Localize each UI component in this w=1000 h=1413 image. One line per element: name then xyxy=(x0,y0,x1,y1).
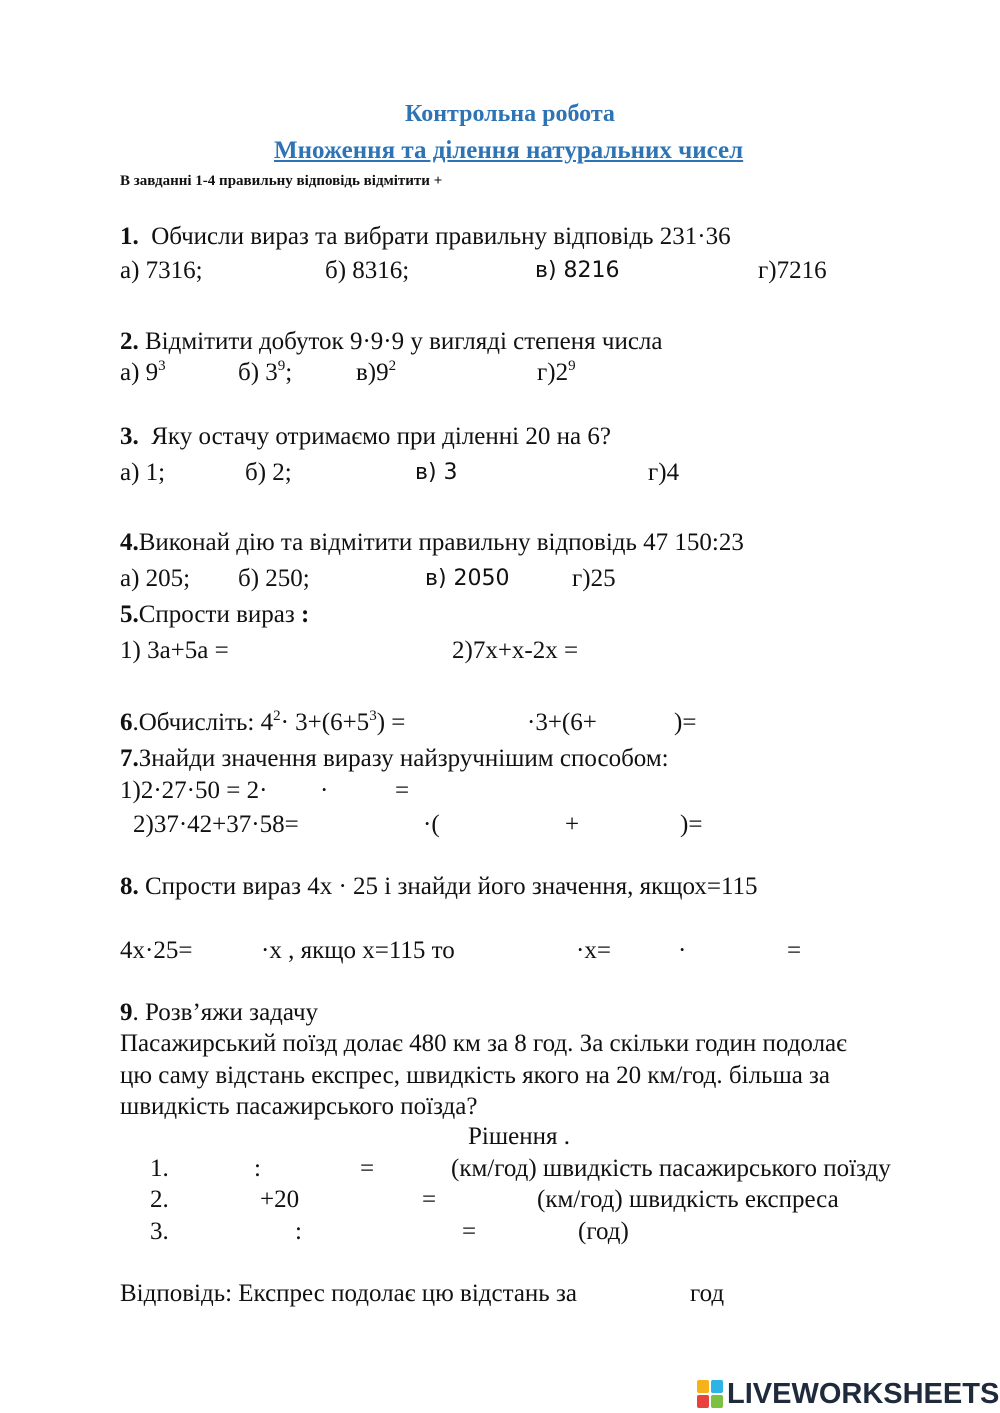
page-title: Контрольна робота xyxy=(405,101,615,127)
q3-option-a[interactable]: а) 1; xyxy=(120,459,166,486)
question-7-number: 7. xyxy=(120,745,139,772)
q9-step-2-op: +20 xyxy=(260,1186,300,1213)
q9-problem-line-2: цю саму відстань експрес, швидкість якого на 20 км/год. більша за xyxy=(120,1062,831,1089)
question-9-number: 9 xyxy=(120,999,133,1026)
question-3-text: Яку остачу отримаємо при діленні 20 на 6? xyxy=(151,423,611,450)
q4-option-c[interactable]: в) 2050 xyxy=(425,566,510,591)
q7-line2-b: ·( xyxy=(423,811,440,838)
q2-option-d[interactable] xyxy=(537,358,576,388)
question-4-number: 4. xyxy=(120,529,139,556)
question-9 xyxy=(120,998,318,1028)
q9-step-1-num: 1. xyxy=(150,1155,169,1182)
question-6-number: 6 xyxy=(120,709,133,736)
q1-option-c[interactable]: в) 8216 xyxy=(535,258,620,283)
question-5-colon: : xyxy=(300,601,310,628)
q6-text-a: .Обчисліть: 4 xyxy=(132,709,274,736)
q6-exponent-a: 2 xyxy=(273,708,281,724)
q9-step-3-op: : xyxy=(295,1218,302,1245)
q9-step-3-num: 3. xyxy=(150,1218,169,1245)
q1-option-a[interactable]: а) 7316; xyxy=(120,257,203,284)
q2-option-c-exponent: 2 xyxy=(388,358,397,374)
question-1-text: Обчисли вираз та вибрати правильну відповідь 231·36 xyxy=(151,223,731,250)
q2-option-b-suffix: ; xyxy=(285,359,293,386)
q2-option-b-exponent: 9 xyxy=(277,358,286,374)
question-3-number: 3. xyxy=(120,423,139,450)
q2-option-d-exponent: 9 xyxy=(568,358,576,374)
q7-line1-c: = xyxy=(395,777,410,804)
q9-problem-line-3: швидкість пасажирського поїзда? xyxy=(120,1093,478,1120)
question-5-number: 5. xyxy=(120,601,139,628)
q6-text-b: · 3+(6+5 xyxy=(280,709,370,736)
q4-option-d[interactable]: г)25 xyxy=(572,565,616,592)
q6-text-e: )= xyxy=(674,709,697,736)
q3-option-d[interactable]: г)4 xyxy=(648,459,680,486)
q8-part-a: 4х·25= xyxy=(120,937,193,964)
question-1-number: 1. xyxy=(120,223,139,250)
q9-step-1-op: : xyxy=(254,1155,261,1182)
question-5-text: Спрости вираз xyxy=(138,601,301,628)
q9-step-3-desc: (год) xyxy=(578,1218,629,1245)
q5-expression-1: 1) 3а+5а = xyxy=(120,637,229,664)
liveworksheets-logo[interactable] xyxy=(697,1376,999,1412)
question-9-title: . Розв’яжи задачу xyxy=(132,999,319,1026)
question-2 xyxy=(120,327,663,357)
q2-option-b-base: б) 3 xyxy=(238,359,278,386)
liveworksheets-logo-icon xyxy=(697,1380,723,1408)
q9-step-2-desc: (км/год) швидкість експреса xyxy=(537,1186,839,1213)
q1-option-d[interactable]: г)7216 xyxy=(758,257,827,284)
q9-answer-unit: год xyxy=(690,1280,725,1307)
question-7 xyxy=(120,744,669,774)
q9-answer: Відповідь: Експрес подолає цю відстань за xyxy=(120,1280,577,1307)
q2-option-b[interactable] xyxy=(238,358,292,388)
q2-option-a-exponent: 3 xyxy=(158,358,166,374)
question-2-number: 2. xyxy=(120,328,139,355)
q3-option-c[interactable]: в) 3 xyxy=(415,460,458,485)
q9-solution-label: Рішення . xyxy=(468,1123,570,1150)
question-8-text: Спрости вираз 4х · 25 і знайди його значення, якщох=115 xyxy=(145,873,758,900)
q7-line2-d: )= xyxy=(680,811,703,838)
question-1 xyxy=(120,222,731,252)
q2-option-a-base: а) 9 xyxy=(120,359,159,386)
q6-text-c: ) = xyxy=(376,709,406,736)
q7-line1-b: · xyxy=(320,777,329,804)
question-7-text: Знайди значення виразу найзручнішим способом: xyxy=(138,745,669,772)
q2-option-a[interactable] xyxy=(120,358,166,388)
question-6 xyxy=(120,708,405,738)
q5-expression-2: 2)7х+х-2х = xyxy=(452,637,579,664)
q1-option-b[interactable]: б) 8316; xyxy=(325,257,410,284)
q9-step-2-num: 2. xyxy=(150,1186,169,1213)
q7-line2-c: + xyxy=(565,811,580,838)
question-2-text: Відмітити добуток 9·9·9 у вигляді степеня числа xyxy=(145,328,663,355)
question-4 xyxy=(120,528,744,558)
q2-option-d-base: г)2 xyxy=(537,359,569,386)
q9-step-1-desc: (км/год) швидкість пасажирського поїзду xyxy=(451,1155,891,1182)
logo-text: LIVEWORKSHEETS xyxy=(727,1377,1000,1410)
q9-problem-line-1: Пасажирський поїзд долає 480 км за 8 год. За скільки годин подолає xyxy=(120,1030,847,1057)
q6-text-d: ·3+(6+ xyxy=(527,709,597,736)
q6-exponent-b: 3 xyxy=(369,708,377,724)
q9-step-1-eq: = xyxy=(360,1155,375,1182)
question-5 xyxy=(120,600,309,630)
question-4-text: Виконай дію та відмітити правильну відповідь 47 150:23 xyxy=(138,529,744,556)
q8-part-c: ·х= xyxy=(576,937,611,964)
q7-line1-a: 1)2·27·50 = 2· xyxy=(120,777,268,804)
question-3 xyxy=(120,422,611,452)
q3-option-b[interactable]: б) 2; xyxy=(245,459,292,486)
page-subtitle: Множення та ділення натуральних чисел xyxy=(274,137,744,164)
q7-line2-a: 2)37·42+37·58= xyxy=(133,811,299,838)
q2-option-c-base: в)9 xyxy=(356,359,389,386)
q4-option-b[interactable]: б) 250; xyxy=(238,565,310,592)
q8-part-e: = xyxy=(787,937,802,964)
q9-step-3-eq: = xyxy=(462,1218,477,1245)
question-8-number: 8. xyxy=(120,873,139,900)
q8-part-b: ·х , якщо х=115 то xyxy=(261,937,455,964)
q4-option-a[interactable]: а) 205; xyxy=(120,565,191,592)
q2-option-c[interactable] xyxy=(356,358,396,388)
question-8 xyxy=(120,872,758,902)
q8-part-d: · xyxy=(678,937,687,964)
instruction: В завданні 1-4 правильну відповідь відмітити + xyxy=(120,173,443,189)
q9-step-2-eq: = xyxy=(422,1186,437,1213)
